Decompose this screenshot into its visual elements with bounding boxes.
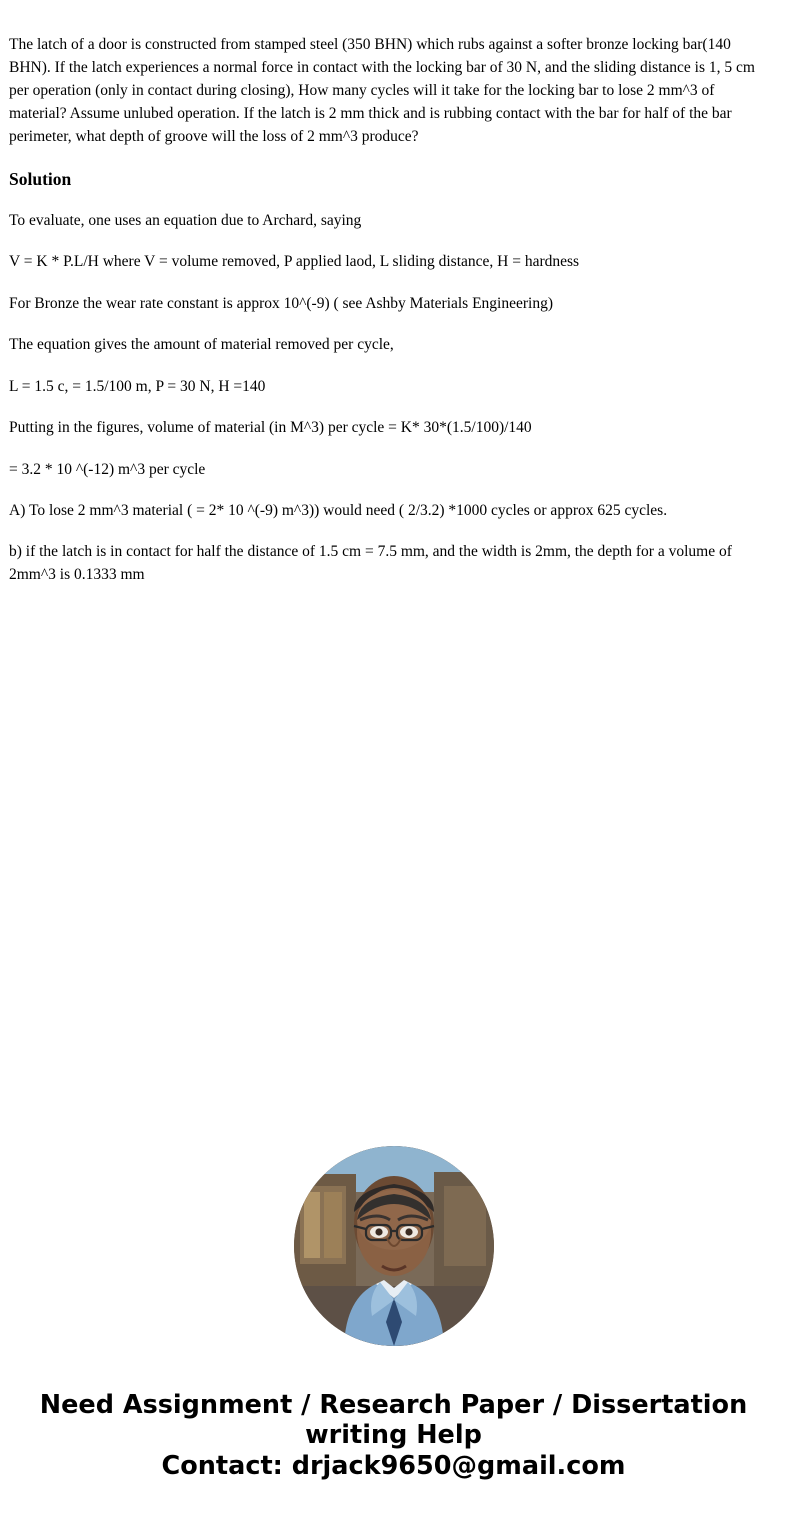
solution-line-7: = 3.2 * 10 ^(-12) m^3 per cycle [9, 460, 206, 478]
solution-line-8: A) To lose 2 mm^3 material ( = 2* 10 ^(-9) m^3)) would need ( 2/3.2) *1000 cycles or approx 625 cycles. [9, 501, 668, 519]
footer-line-2: Contact: drjack9650@gmail.com [161, 1450, 626, 1481]
solution-line-5: L = 1.5 c, = 1.5/100 m, P = 30 N, H =140 [9, 377, 266, 395]
portrait-photo-graphic [294, 1146, 494, 1346]
solution-heading: Solution [9, 168, 72, 189]
solution-line-4: The equation gives the amount of material removed per cycle, [9, 336, 394, 354]
solution-line-1: To evaluate, one uses an equation due to Archard, saying [9, 211, 362, 229]
solution-line-9: b) if the latch is in contact for half the distance of 1.5 cm = 7.5 mm, and the width is 2mm, the depth for a volume of 2mm^3 is 0.1333 mm [9, 543, 732, 583]
question-paragraph: The latch of a door is constructed from stamped steel (350 BHN) which rubs against a softer bronze locking bar(140 BHN). If the latch experiences a normal force in contact with the locking bar of 30 N, and the sliding distance is 1, 5 cm per operation (only in contact during closing), How many cycles will it take for the locking bar to lose 2 mm^3 of material? Assume unlubed operation. If the latch is 2 mm thick and is rubbing contact with the bar for half of the bar perimeter, what depth of groove will the loss of 2 mm^3 produce? [9, 36, 755, 145]
solution-line-6: Putting in the figures, volume of material (in M^3) per cycle = K* 30*(1.5/100)/140 [9, 419, 532, 437]
footer-contact [9, 1390, 778, 1510]
solution-line-3: For Bronze the wear rate constant is approx 10^(-9) ( see Ashby Materials Engineering) [9, 294, 554, 312]
solution-line-2: V = K * P.L/H where V = volume removed, P applied laod, L sliding distance, H = hardness [9, 253, 580, 271]
portrait-photo [294, 1146, 494, 1346]
footer-line-1: Need Assignment / Research Paper / Dissertation writing Help [39, 1390, 748, 1451]
portrait-image-block [9, 1146, 778, 1346]
